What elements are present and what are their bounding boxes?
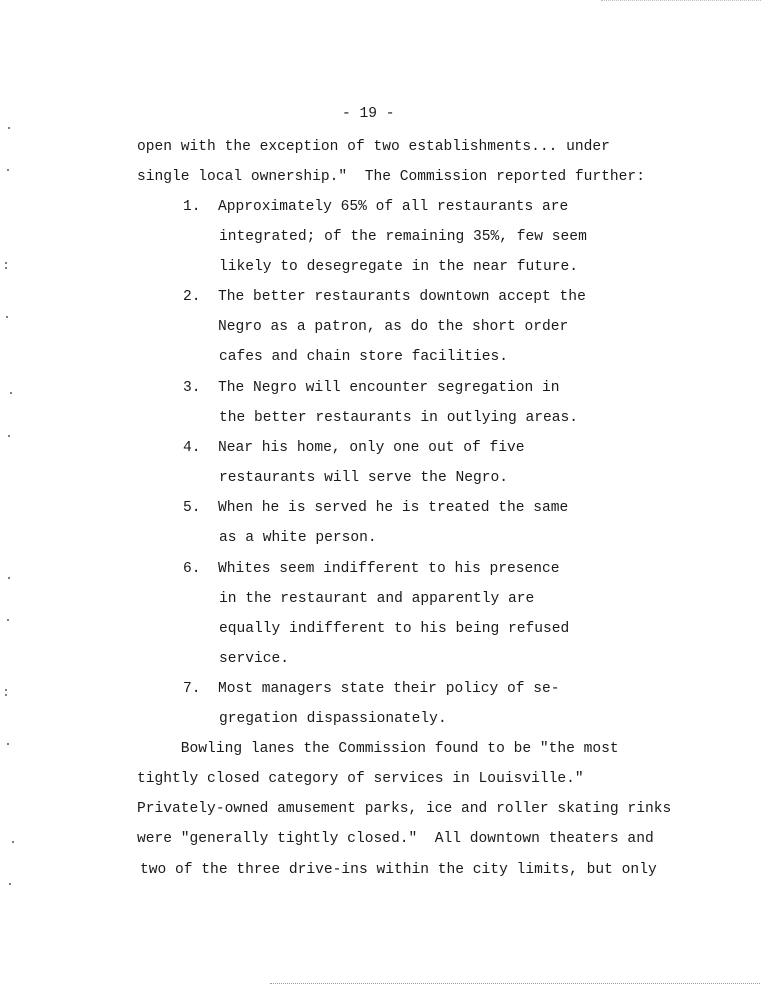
list-item-number: 5. — [183, 500, 201, 516]
intro-line: open with the exception of two establishments... under — [137, 139, 610, 155]
list-item-line: Whites seem indifferent to his presence — [218, 561, 560, 577]
list-item-line: Near his home, only one out of five — [218, 440, 525, 456]
list-item-line: gregation dispassionately. — [219, 711, 447, 727]
paragraph-line: Bowling lanes the Commission found to be "the most — [137, 741, 619, 757]
list-item-line: as a white person. — [219, 530, 377, 546]
list-item-line: Approximately 65% of all restaurants are — [218, 199, 569, 215]
paragraph-line: Privately-owned amusement parks, ice and roller skating rinks — [137, 801, 672, 817]
paragraph-line: tightly closed category of services in Louisville." — [137, 771, 584, 787]
scan-speck — [7, 743, 9, 745]
scan-speck — [8, 577, 10, 579]
page-number: - 19 - — [342, 106, 395, 122]
scan-speck — [6, 316, 8, 318]
list-item-line: equally indifferent to his being refused — [219, 621, 570, 637]
paragraph-line: two of the three drive-ins within the city limits, but only — [140, 862, 657, 878]
list-item-line: in the restaurant and apparently are — [219, 591, 535, 607]
scan-artifact-top — [601, 0, 761, 3]
scan-speck — [8, 127, 10, 129]
scan-speck — [7, 619, 9, 621]
list-item-line: When he is served he is treated the same — [218, 500, 569, 516]
list-item-line: integrated; of the remaining 35%, few seem — [219, 229, 587, 245]
list-item-number: 1. — [183, 199, 201, 215]
list-item-line: The better restaurants downtown accept the — [218, 289, 586, 305]
list-item-line: Negro as a patron, as do the short order — [218, 319, 569, 335]
list-item-line: The Negro will encounter segregation in — [218, 380, 560, 396]
list-item-number: 6. — [183, 561, 201, 577]
list-item-number: 7. — [183, 681, 201, 697]
list-item-number: 3. — [183, 380, 201, 396]
list-item-line: service. — [219, 651, 290, 667]
list-item-line: cafes and chain store facilities. — [219, 349, 509, 365]
list-item-line: Most managers state their policy of se- — [218, 681, 560, 697]
scan-speck — [5, 262, 7, 264]
scan-speck — [8, 435, 10, 437]
list-item-line: the better restaurants in outlying areas. — [219, 410, 579, 426]
scan-speck — [10, 392, 12, 394]
scan-speck — [5, 694, 7, 696]
list-item-number: 4. — [183, 440, 201, 456]
scan-speck — [7, 169, 9, 171]
scan-speck — [5, 689, 7, 691]
paragraph-line: were "generally tightly closed." All downtown theaters and — [137, 831, 654, 847]
scan-speck — [12, 841, 14, 843]
list-item-line: restaurants will serve the Negro. — [219, 470, 509, 486]
scan-speck — [9, 883, 11, 885]
list-item-line: likely to desegregate in the near future. — [219, 259, 579, 275]
scan-artifact-bottom — [270, 983, 760, 985]
list-item-number: 2. — [183, 289, 201, 305]
intro-line: single local ownership." The Commission reported further: — [137, 169, 645, 185]
scan-speck — [5, 267, 7, 269]
